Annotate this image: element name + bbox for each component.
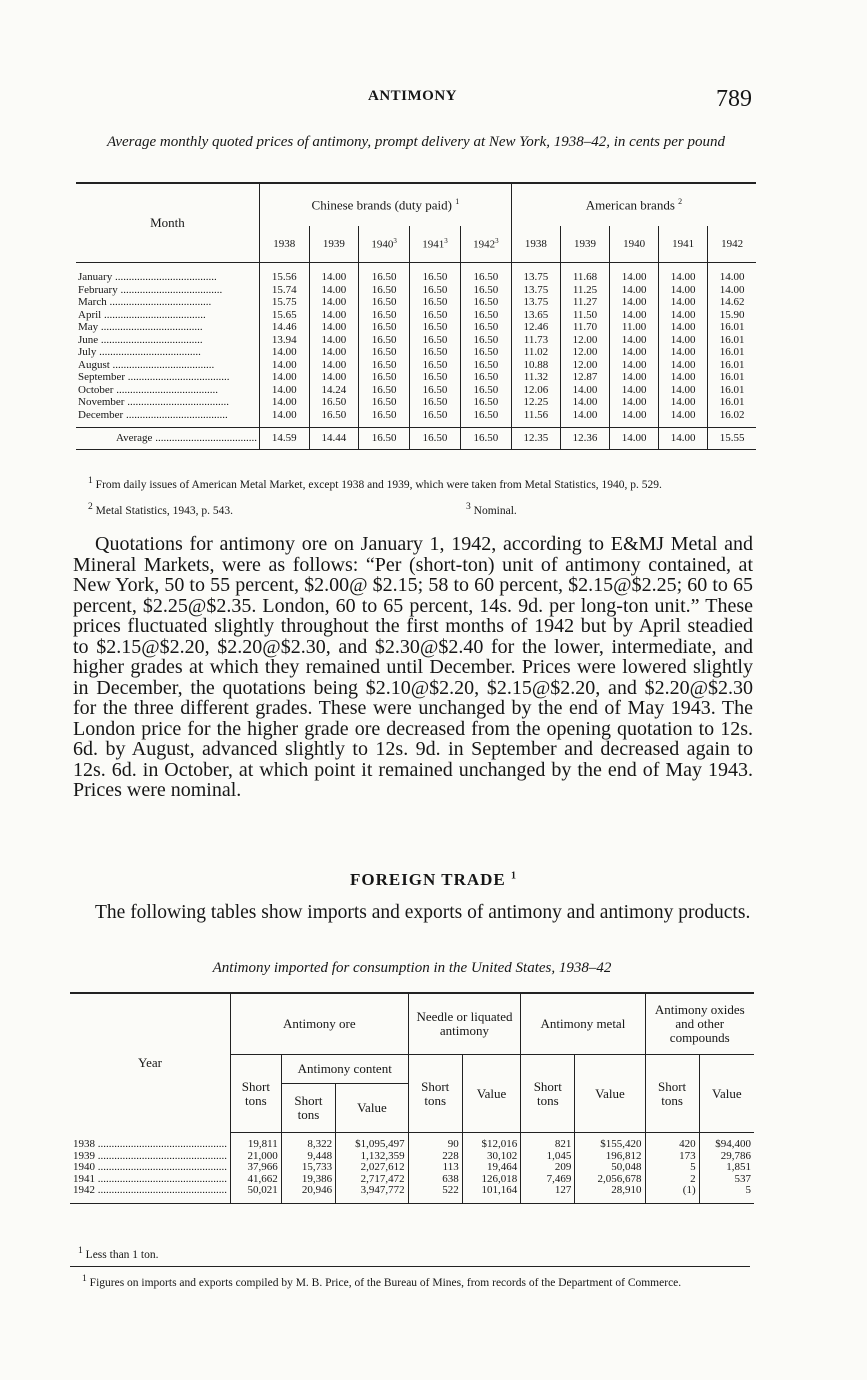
import-cell: 173 — [645, 1151, 699, 1163]
price-row — [76, 321, 756, 334]
page-footnote: $^1$ Figures on imports and exports compiled by M. B. Price, of the Bureau of Mines, from records of the Department of Commerce. — [82, 1273, 682, 1289]
price-cell: 13.75 — [511, 284, 560, 297]
price-cell: 16.02 — [708, 409, 756, 428]
import-cell: 7,469 — [521, 1174, 575, 1186]
import-cell: 209 — [521, 1162, 575, 1174]
year-cell: 1939 ..... — [70, 1151, 231, 1163]
value-header: Value — [699, 1055, 754, 1133]
price-cell: 16.50 — [460, 346, 511, 359]
price-cell: 11.02 — [511, 346, 560, 359]
price-row — [76, 263, 756, 284]
price-cell: 11.27 — [560, 296, 609, 309]
price-cell: 13.75 — [511, 263, 560, 284]
price-cell: 16.50 — [410, 409, 461, 428]
price-cell: 16.01 — [708, 321, 756, 334]
price-cell: 14.00 — [309, 309, 359, 322]
price-cell: 16.50 — [460, 359, 511, 372]
import-cell: 1,045 — [521, 1151, 575, 1163]
price-cell: 14.00 — [560, 396, 609, 409]
average-cell: 14.44 — [309, 428, 359, 450]
price-cell: 10.88 — [511, 359, 560, 372]
month-cell: October ..... — [76, 384, 259, 397]
table1-footnote-2: $^2$ Metal Statistics, 1943, p. 543. — [88, 501, 234, 517]
price-cell: 16.50 — [359, 263, 410, 284]
price-row — [76, 371, 756, 384]
price-cell: 14.00 — [259, 371, 309, 384]
price-cell: 16.50 — [359, 359, 410, 372]
year-cell: 1940 ..... — [70, 1162, 231, 1174]
year-column-header: Year — [70, 993, 231, 1133]
price-cell: 16.01 — [708, 371, 756, 384]
price-cell: 15.75 — [259, 296, 309, 309]
price-cell: 14.00 — [708, 263, 756, 284]
price-cell: 16.50 — [410, 371, 461, 384]
year-header: 1940$^3$ — [359, 226, 410, 263]
average-cell: 16.50 — [359, 428, 410, 450]
import-cell: 2,056,678 — [575, 1174, 645, 1186]
import-cell: 1,132,359 — [336, 1151, 409, 1163]
price-cell: 16.50 — [410, 263, 461, 284]
price-cell: 16.50 — [359, 346, 410, 359]
antimony-metal-header: Antimony metal — [521, 993, 645, 1055]
year-header: 1942 — [708, 226, 756, 263]
price-cell: 16.01 — [708, 359, 756, 372]
month-cell: September ..... — [76, 371, 259, 384]
import-cell: 2,027,612 — [336, 1162, 409, 1174]
import-cell: 101,164 — [462, 1185, 521, 1203]
import-cell: 90 — [408, 1133, 462, 1151]
import-cell: 228 — [408, 1151, 462, 1163]
price-cell: 16.50 — [410, 334, 461, 347]
price-cell: 14.00 — [610, 334, 659, 347]
price-cell: 14.46 — [259, 321, 309, 334]
antimony-ore-header: Antimony ore — [231, 993, 409, 1055]
price-cell: 14.00 — [610, 284, 659, 297]
short-tons-header: Short tons — [408, 1055, 462, 1133]
import-cell: 1,851 — [699, 1162, 754, 1174]
price-cell: 16.50 — [359, 371, 410, 384]
month-cell: December ..... — [76, 409, 259, 428]
price-cell: 14.00 — [610, 409, 659, 428]
import-cell: 127 — [521, 1185, 575, 1203]
month-cell: February ..... — [76, 284, 259, 297]
price-cell: 16.50 — [309, 396, 359, 409]
price-cell: 14.00 — [659, 371, 708, 384]
price-cell: 14.00 — [309, 296, 359, 309]
price-cell: 16.50 — [410, 396, 461, 409]
price-row — [76, 409, 756, 428]
average-cell: 14.00 — [659, 428, 708, 450]
price-cell: 13.65 — [511, 309, 560, 322]
import-cell: 8,322 — [281, 1133, 335, 1151]
price-row — [76, 384, 756, 397]
price-cell: 14.00 — [259, 359, 309, 372]
price-cell: 12.00 — [560, 359, 609, 372]
price-cell: 14.00 — [560, 384, 609, 397]
import-cell: 19,811 — [231, 1133, 282, 1151]
price-cell: 16.50 — [460, 309, 511, 322]
value-header: Value — [462, 1055, 521, 1133]
needle-antimony-header: Needle or liquated antimony — [408, 993, 521, 1055]
month-cell: March ..... — [76, 296, 259, 309]
price-cell: 15.65 — [259, 309, 309, 322]
price-cell: 16.50 — [460, 384, 511, 397]
price-cell: 16.50 — [460, 334, 511, 347]
price-cell: 15.90 — [708, 309, 756, 322]
price-cell: 14.00 — [309, 371, 359, 384]
price-cell: 14.00 — [309, 334, 359, 347]
price-cell: 14.00 — [708, 284, 756, 297]
import-cell: 3,947,772 — [336, 1185, 409, 1203]
average-cell: 16.50 — [460, 428, 511, 450]
antimony-content-header: Antimony content — [281, 1055, 408, 1084]
import-cell: 19,386 — [281, 1174, 335, 1186]
price-cell: 16.50 — [410, 359, 461, 372]
import-row — [70, 1185, 754, 1203]
year-header: 1940 — [610, 226, 659, 263]
price-cell: 14.24 — [309, 384, 359, 397]
average-cell: 16.50 — [410, 428, 461, 450]
import-cell: (1) — [645, 1185, 699, 1203]
price-cell: 14.00 — [659, 309, 708, 322]
price-cell: 14.00 — [659, 409, 708, 428]
price-cell: 16.50 — [359, 396, 410, 409]
import-row — [70, 1133, 754, 1151]
price-cell: 16.50 — [309, 409, 359, 428]
section-heading: FOREIGN TRADE $^1$ — [349, 870, 518, 889]
year-cell: 1938 ..... — [70, 1133, 231, 1151]
price-cell: 11.68 — [560, 263, 609, 284]
price-cell: 11.56 — [511, 409, 560, 428]
month-cell: January ..... — [76, 263, 259, 284]
price-cell: 16.50 — [410, 346, 461, 359]
import-cell: 821 — [521, 1133, 575, 1151]
import-cell: 2,717,472 — [336, 1174, 409, 1186]
import-row — [70, 1162, 754, 1174]
price-cell: 14.00 — [610, 384, 659, 397]
table1-footnote-1: $^1$ From daily issues of American Metal Market, except 1938 and 1939, which were taken from Metal Statistics, 1940, p. 529. — [88, 475, 662, 491]
year-cell: 1941 ..... — [70, 1174, 231, 1186]
table2-footnote: $^1$ Less than 1 ton. — [78, 1245, 159, 1261]
month-cell: April ..... — [76, 309, 259, 322]
price-cell: 16.01 — [708, 334, 756, 347]
page-number: 789 — [716, 86, 752, 112]
price-cell: 16.50 — [460, 396, 511, 409]
price-cell: 14.00 — [610, 396, 659, 409]
average-cell: 12.36 — [560, 428, 609, 450]
price-cell: 14.00 — [659, 284, 708, 297]
american-brands-header: American brands $^2$ — [511, 183, 756, 226]
price-cell: 14.62 — [708, 296, 756, 309]
price-cell: 14.00 — [659, 384, 708, 397]
price-cell: 14.00 — [259, 346, 309, 359]
price-cell: 11.00 — [610, 321, 659, 334]
price-cell: 16.50 — [359, 309, 410, 322]
import-cell: 113 — [408, 1162, 462, 1174]
price-cell: 16.50 — [359, 321, 410, 334]
price-row — [76, 284, 756, 297]
year-cell: 1942 ..... — [70, 1185, 231, 1203]
import-cell: 30,102 — [462, 1151, 521, 1163]
month-cell: May ..... — [76, 321, 259, 334]
price-cell: 11.25 — [560, 284, 609, 297]
price-cell: 15.74 — [259, 284, 309, 297]
table2-caption: Antimony imported for consumption in the United States, 1938–42 — [212, 960, 612, 976]
import-cell: 5 — [645, 1162, 699, 1174]
price-cell: 14.00 — [309, 321, 359, 334]
price-cell: 12.06 — [511, 384, 560, 397]
price-cell: 14.00 — [309, 359, 359, 372]
import-cell: 522 — [408, 1185, 462, 1203]
import-cell: 126,018 — [462, 1174, 521, 1186]
import-cell: $1,095,497 — [336, 1133, 409, 1151]
price-cell: 14.00 — [610, 263, 659, 284]
import-cell: 50,021 — [231, 1185, 282, 1203]
short-tons-header: Short tons — [281, 1084, 335, 1133]
import-cell: 29,786 — [699, 1151, 754, 1163]
price-cell: 16.50 — [410, 384, 461, 397]
price-cell: 16.50 — [359, 409, 410, 428]
short-tons-header: Short tons — [645, 1055, 699, 1133]
import-cell: 15,733 — [281, 1162, 335, 1174]
average-cell: 15.55 — [708, 428, 756, 450]
price-cell: 14.00 — [259, 396, 309, 409]
price-cell: 16.50 — [410, 321, 461, 334]
short-tons-header: Short tons — [521, 1055, 575, 1133]
price-cell: 16.01 — [708, 346, 756, 359]
import-row — [70, 1174, 754, 1186]
price-cell: 14.00 — [659, 321, 708, 334]
price-cell: 16.01 — [708, 396, 756, 409]
price-cell: 14.00 — [610, 346, 659, 359]
year-header: 1939 — [309, 226, 359, 263]
antimony-price-table — [76, 182, 756, 450]
price-cell: 14.00 — [659, 346, 708, 359]
price-row — [76, 359, 756, 372]
year-header: 1939 — [560, 226, 609, 263]
price-cell: 11.73 — [511, 334, 560, 347]
year-header: 1941$^3$ — [410, 226, 461, 263]
price-cell: 15.56 — [259, 263, 309, 284]
price-cell: 14.00 — [659, 334, 708, 347]
price-row — [76, 334, 756, 347]
price-cell: 16.50 — [410, 296, 461, 309]
year-header: 1942$^3$ — [460, 226, 511, 263]
price-cell: 16.50 — [460, 321, 511, 334]
price-cell: 12.46 — [511, 321, 560, 334]
month-header: Month — [76, 183, 259, 263]
chinese-brands-header: Chinese brands (duty paid) $^1$ — [259, 183, 511, 226]
antimony-oxides-header: Antimony oxides and other compounds — [645, 993, 754, 1055]
average-cell: 14.00 — [610, 428, 659, 450]
price-cell: 16.50 — [410, 284, 461, 297]
table1-caption: Average monthly quoted prices of antimony, prompt delivery at New York, 1938–42, in cents per pound — [107, 134, 725, 150]
price-cell: 16.50 — [359, 334, 410, 347]
price-cell: 11.70 — [560, 321, 609, 334]
footnote-rule — [70, 1266, 750, 1267]
price-cell: 14.00 — [659, 396, 708, 409]
price-cell: 11.32 — [511, 371, 560, 384]
value-header: Value — [575, 1055, 645, 1133]
price-cell: 12.00 — [560, 334, 609, 347]
antimony-imports-table — [70, 992, 754, 1204]
month-cell: August ..... — [76, 359, 259, 372]
price-cell: 16.50 — [359, 296, 410, 309]
quotations-paragraph: Quotations for antimony ore on January 1, 1942, according to E&MJ Metal and Mineral Markets, were as follows: “Per (short-ton) unit of antimony contained, at New York, 50 to 55 percent, $2.00@ $2.15; 58 to 60 percent, $2.15@$2.25; 60 to 65 percent, $2.25@$2.35. London, 60 to 65 percent, 14s. 9d. per long-ton unit.” These prices fluctuated slightly throughout the first months of 1942 but by April steadied to $2.15@$2.20, $2.20@$2.30, and $2.30@$2.40 for the lower, intermediate, and higher grades at which they remained until December. Prices were lowered slightly in December, the quotations being $2.10@$2.20, $2.15@$2.20, and $2.20@$2.30 for the three different grades. These were unchanged by the end of May 1943. The London price for the higher grade ore decreased from the opening quotation to 12s. 6d. by August, advanced slightly to 12s. 9d. in September and decreased again to 12s. 6d. in October, at which point it remained unchanged by the end of May 1943. Prices were nominal. — [73, 533, 753, 801]
import-row — [70, 1151, 754, 1163]
import-cell: 5 — [699, 1185, 754, 1203]
import-cell: 420 — [645, 1133, 699, 1151]
price-cell: 12.25 — [511, 396, 560, 409]
price-cell: 14.00 — [610, 359, 659, 372]
month-cell: June ..... — [76, 334, 259, 347]
price-cell: 14.00 — [309, 346, 359, 359]
average-cell: 14.59 — [259, 428, 309, 450]
price-row — [76, 346, 756, 359]
price-cell: 14.00 — [560, 409, 609, 428]
month-cell: November ..... — [76, 396, 259, 409]
price-cell: 16.50 — [460, 296, 511, 309]
price-cell: 16.50 — [460, 409, 511, 428]
import-cell: 41,662 — [231, 1174, 282, 1186]
price-row — [76, 309, 756, 322]
year-header: 1941 — [659, 226, 708, 263]
import-cell: 37,966 — [231, 1162, 282, 1174]
price-cell: 12.87 — [560, 371, 609, 384]
price-row — [76, 296, 756, 309]
import-cell: 20,946 — [281, 1185, 335, 1203]
price-cell: 14.00 — [659, 263, 708, 284]
price-cell: 13.75 — [511, 296, 560, 309]
average-cell: 12.35 — [511, 428, 560, 450]
average-label: Average ..... — [76, 428, 259, 450]
price-cell: 14.00 — [309, 263, 359, 284]
import-cell: 9,448 — [281, 1151, 335, 1163]
price-cell: 16.50 — [460, 263, 511, 284]
short-tons-header: Short tons — [231, 1055, 282, 1133]
price-cell: 14.00 — [259, 409, 309, 428]
import-cell: $12,016 — [462, 1133, 521, 1151]
average-row — [76, 428, 756, 450]
import-cell: 50,048 — [575, 1162, 645, 1174]
running-title: ANTIMONY — [368, 88, 457, 104]
price-cell: 16.50 — [460, 284, 511, 297]
price-cell: 14.00 — [610, 309, 659, 322]
price-cell: 14.00 — [610, 371, 659, 384]
price-cell: 14.00 — [659, 359, 708, 372]
price-cell: 16.01 — [708, 384, 756, 397]
year-header: 1938 — [259, 226, 309, 263]
price-cell: 16.50 — [460, 371, 511, 384]
import-cell: $155,420 — [575, 1133, 645, 1151]
table1-footnote-3: $^3$ Nominal. — [466, 501, 517, 517]
value-header: Value — [336, 1084, 409, 1133]
price-row — [76, 396, 756, 409]
import-cell: 2 — [645, 1174, 699, 1186]
month-cell: July ..... — [76, 346, 259, 359]
import-cell: 638 — [408, 1174, 462, 1186]
import-cell: 196,812 — [575, 1151, 645, 1163]
import-cell: $94,400 — [699, 1133, 754, 1151]
price-cell: 14.00 — [259, 384, 309, 397]
import-cell: 21,000 — [231, 1151, 282, 1163]
price-cell: 14.00 — [309, 284, 359, 297]
price-cell: 16.50 — [410, 309, 461, 322]
price-cell: 14.00 — [659, 296, 708, 309]
price-cell: 13.94 — [259, 334, 309, 347]
price-cell: 11.50 — [560, 309, 609, 322]
import-cell: 19,464 — [462, 1162, 521, 1174]
import-cell: 28,910 — [575, 1185, 645, 1203]
year-header: 1938 — [511, 226, 560, 263]
intro-paragraph: The following tables show imports and exports of antimony and antimony products. — [95, 902, 751, 923]
import-cell: 537 — [699, 1174, 754, 1186]
price-cell: 12.00 — [560, 346, 609, 359]
price-cell: 16.50 — [359, 384, 410, 397]
price-cell: 14.00 — [610, 296, 659, 309]
price-cell: 16.50 — [359, 284, 410, 297]
